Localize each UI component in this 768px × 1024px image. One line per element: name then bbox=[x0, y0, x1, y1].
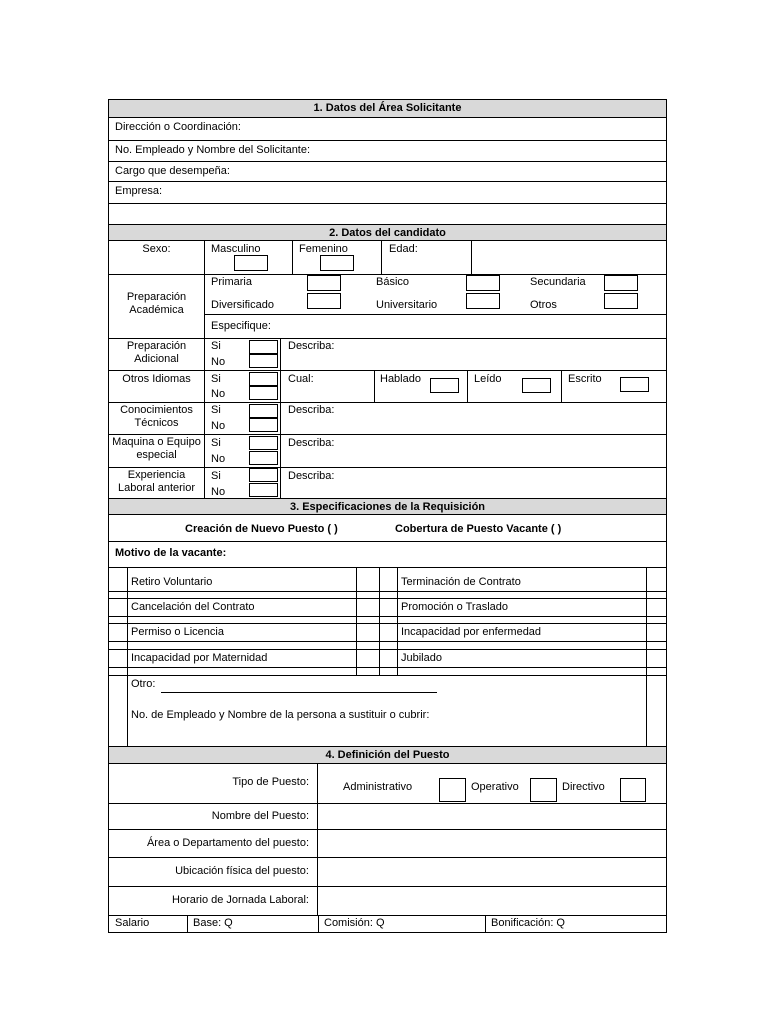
basico-checkbox[interactable] bbox=[466, 275, 500, 291]
comision-label: Comisión: Q bbox=[324, 917, 385, 929]
primaria-checkbox[interactable] bbox=[307, 275, 341, 291]
diversificado-label: Diversificado bbox=[211, 299, 274, 311]
nombre-puesto-label: Nombre del Puesto: bbox=[211, 810, 309, 822]
incapacidad-maternidad-option[interactable]: Incapacidad por Maternidad bbox=[131, 652, 268, 664]
no-label: No bbox=[211, 453, 226, 465]
experiencia-no-checkbox[interactable] bbox=[249, 483, 278, 497]
conocimientos-si-checkbox[interactable] bbox=[249, 404, 278, 418]
terminacion-option[interactable]: Terminación de Contrato bbox=[401, 576, 521, 588]
preparacion-academica-label: Preparación Académica bbox=[126, 291, 187, 316]
requisition-form bbox=[108, 99, 667, 933]
experiencia-si-checkbox[interactable] bbox=[249, 468, 278, 482]
si-label: Si bbox=[211, 340, 221, 352]
preparacion-adicional-label: Preparación Adicional bbox=[126, 340, 187, 365]
prep-adicional-no-checkbox[interactable] bbox=[249, 354, 278, 368]
masculino-checkbox[interactable] bbox=[234, 255, 268, 271]
describa-label: Describa: bbox=[288, 470, 335, 482]
administrativo-label: Administrativo bbox=[343, 781, 413, 793]
otros-idiomas-label: Otros Idiomas bbox=[122, 373, 191, 385]
escrito-checkbox[interactable] bbox=[620, 377, 649, 392]
section-3-header: 3. Especificaciones de la Requisición bbox=[109, 498, 666, 515]
conocimientos-label: Conocimientos Técnicos bbox=[120, 404, 193, 429]
idiomas-no-checkbox[interactable] bbox=[249, 386, 278, 400]
operativo-checkbox[interactable] bbox=[530, 778, 557, 802]
edad-label: Edad: bbox=[389, 243, 418, 255]
cual-label: Cual: bbox=[288, 373, 314, 385]
femenino-label: Femenino bbox=[299, 243, 348, 255]
hablado-checkbox[interactable] bbox=[430, 378, 459, 393]
especifique-label: Especifique: bbox=[211, 320, 271, 332]
retiro-option[interactable]: Retiro Voluntario bbox=[131, 576, 213, 588]
otro-input-line[interactable] bbox=[161, 692, 437, 693]
maquina-si-checkbox[interactable] bbox=[249, 436, 278, 450]
salario-label: Salario bbox=[115, 917, 150, 929]
section-4-header: 4. Definición del Puesto bbox=[109, 746, 666, 764]
secundaria-checkbox[interactable] bbox=[604, 275, 638, 291]
secundaria-label: Secundaria bbox=[530, 276, 586, 288]
escrito-label: Escrito bbox=[568, 373, 602, 385]
otros-label: Otros bbox=[530, 299, 557, 311]
operativo-label: Operativo bbox=[471, 781, 519, 793]
area-puesto-label: Área o Departamento del puesto: bbox=[146, 837, 309, 849]
si-label: Si bbox=[211, 470, 221, 482]
si-label: Si bbox=[211, 437, 221, 449]
base-label: Base: Q bbox=[193, 917, 233, 929]
motivo-label: Motivo de la vacante: bbox=[115, 547, 227, 559]
cobertura-option[interactable]: Cobertura de Puesto Vacante ( ) bbox=[395, 523, 562, 535]
permiso-option[interactable]: Permiso o Licencia bbox=[131, 626, 224, 638]
si-label: Si bbox=[211, 404, 221, 416]
empleado-label: No. Empleado y Nombre del Solicitante: bbox=[115, 144, 311, 156]
sexo-label: Sexo: bbox=[142, 243, 171, 255]
experiencia-label: Experiencia Laboral anterior bbox=[117, 469, 196, 494]
sustituir-label: No. de Empleado y Nombre de la persona a sustituir o cubrir: bbox=[131, 709, 430, 721]
direccion-label: Dirección o Coordinación: bbox=[115, 121, 241, 133]
universitario-label: Universitario bbox=[376, 299, 438, 311]
administrativo-checkbox[interactable] bbox=[439, 778, 466, 802]
cargo-label: Cargo que desempeña: bbox=[115, 165, 230, 177]
hablado-label: Hablado bbox=[380, 373, 421, 385]
idiomas-si-checkbox[interactable] bbox=[249, 372, 278, 386]
no-label: No bbox=[211, 388, 226, 400]
nuevo-puesto-option[interactable]: Creación de Nuevo Puesto ( ) bbox=[185, 523, 338, 535]
si-label: Si bbox=[211, 373, 221, 385]
section-1-header: 1. Datos del Área Solicitante bbox=[109, 100, 666, 118]
leido-label: Leído bbox=[474, 373, 502, 385]
ubicacion-label: Ubicación física del puesto: bbox=[175, 865, 309, 877]
no-label: No bbox=[211, 486, 226, 498]
directivo-label: Directivo bbox=[562, 781, 605, 793]
conocimientos-no-checkbox[interactable] bbox=[249, 418, 278, 432]
describa-label: Describa: bbox=[288, 340, 335, 352]
prep-adicional-si-checkbox[interactable] bbox=[249, 340, 278, 354]
cancelacion-option[interactable]: Cancelación del Contrato bbox=[131, 601, 255, 613]
directivo-checkbox[interactable] bbox=[620, 778, 646, 802]
promocion-option[interactable]: Promoción o Traslado bbox=[401, 601, 508, 613]
otro-label: Otro: bbox=[131, 678, 156, 690]
maquina-label: Maquina o Equipo especial bbox=[112, 436, 201, 461]
no-label: No bbox=[211, 420, 226, 432]
basico-label: Básico bbox=[376, 276, 410, 288]
diversificado-checkbox[interactable] bbox=[307, 293, 341, 309]
femenino-checkbox[interactable] bbox=[320, 255, 354, 271]
primaria-label: Primaria bbox=[211, 276, 252, 288]
describa-label: Describa: bbox=[288, 437, 335, 449]
describa-label: Describa: bbox=[288, 404, 335, 416]
incapacidad-enfermedad-option[interactable]: Incapacidad por enfermedad bbox=[401, 626, 542, 638]
section-2-header: 2. Datos del candidato bbox=[109, 224, 666, 241]
masculino-label: Masculino bbox=[211, 243, 261, 255]
jubilado-option[interactable]: Jubilado bbox=[401, 652, 442, 664]
empresa-label: Empresa: bbox=[115, 185, 163, 197]
otros-checkbox[interactable] bbox=[604, 293, 638, 309]
universitario-checkbox[interactable] bbox=[466, 293, 500, 309]
tipo-puesto-label: Tipo de Puesto: bbox=[232, 776, 309, 788]
bonificacion-label: Bonificación: Q bbox=[491, 917, 565, 929]
no-label: No bbox=[211, 356, 226, 368]
horario-label: Horario de Jornada Laboral: bbox=[172, 894, 309, 906]
maquina-no-checkbox[interactable] bbox=[249, 451, 278, 465]
leido-checkbox[interactable] bbox=[522, 378, 551, 393]
